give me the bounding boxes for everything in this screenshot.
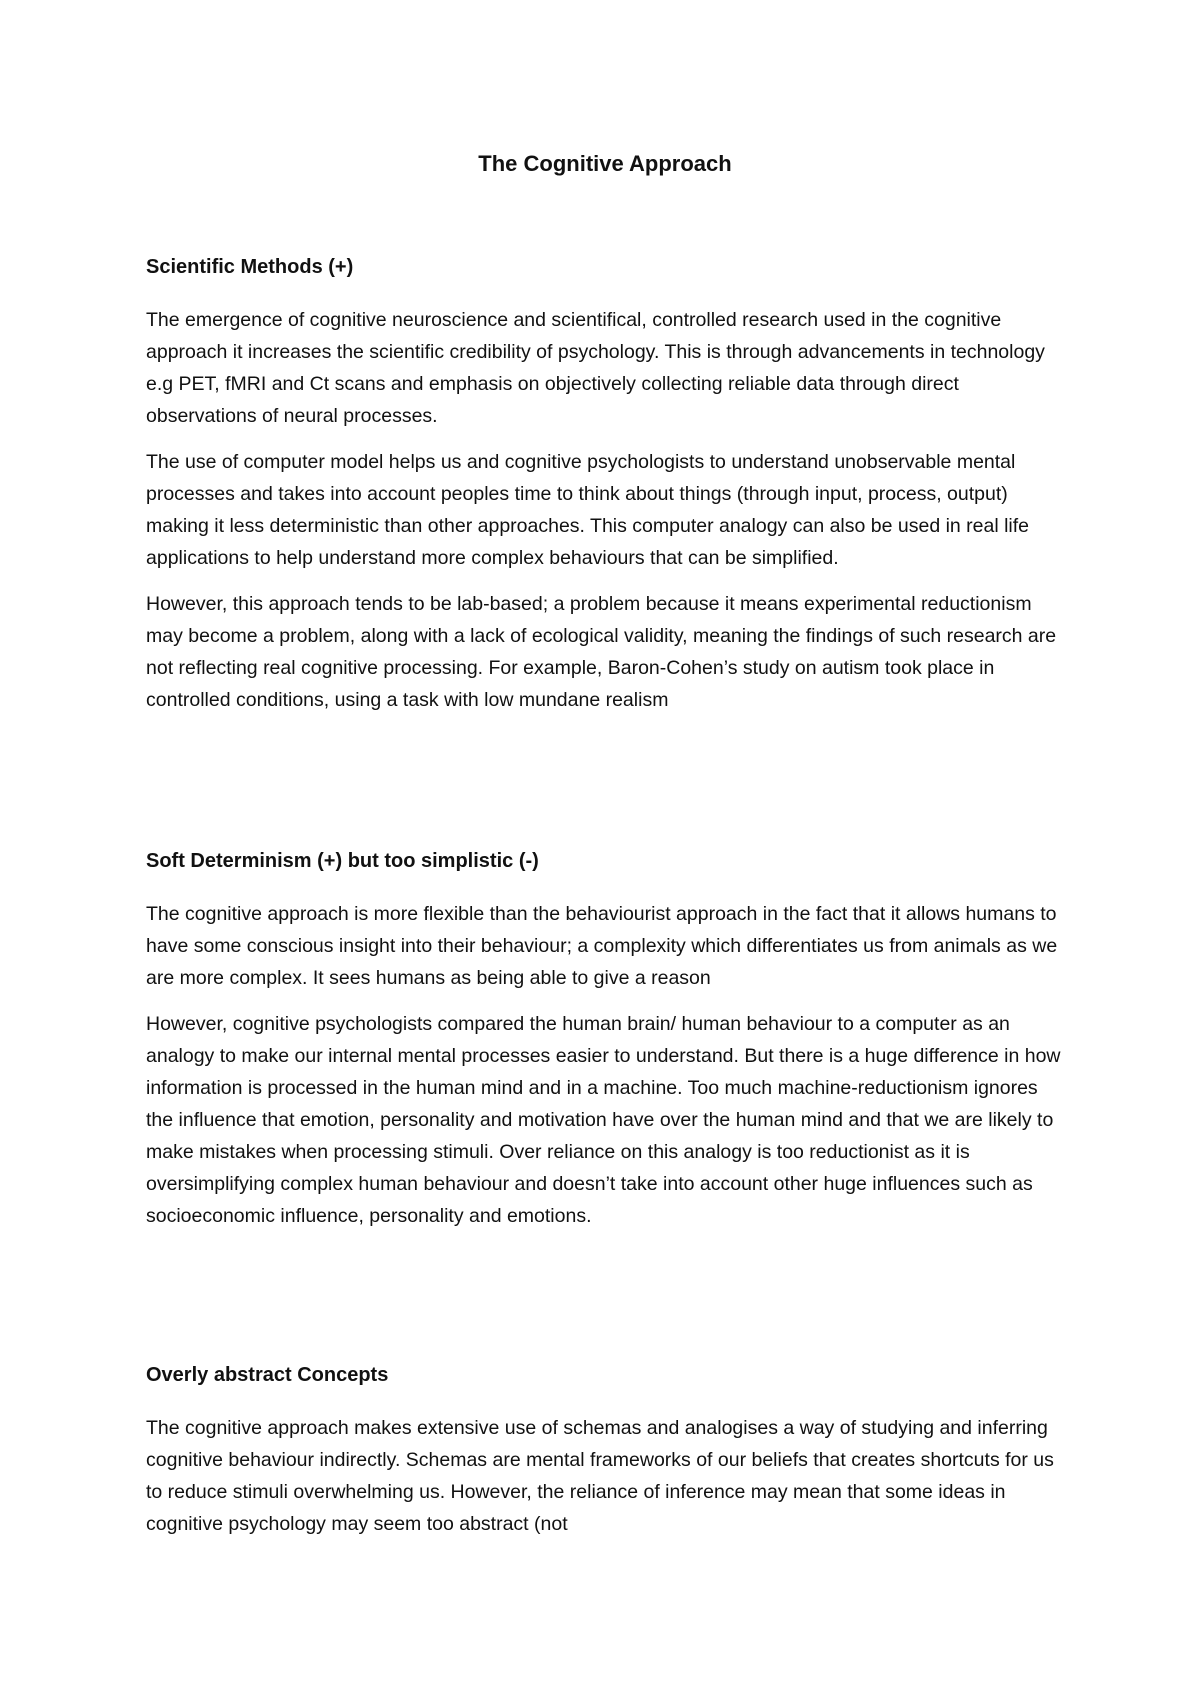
section-heading: Overly abstract Concepts	[146, 1364, 389, 1386]
section-abstract-concepts	[146, 1360, 1064, 1554]
paragraph: The cognitive approach makes extensive use of schemas and analogises a way of studying and inferring cognitive behaviour indirectly. Schemas are mental frameworks of our beliefs that creates shortcuts for us to reduce stimuli overwhelming us. However, the reliance of inference may mean that some ideas in cognitive psychology may seem too abstract (not	[146, 1417, 1054, 1535]
paragraph: The use of computer model helps us and cognitive psychologists to understand unobservable mental processes and takes into account peoples time to think about things (through input, process, output) making it less deterministic than other approaches. This computer analogy can also be used in real life applications to help understand more complex behaviours that can be simplified.	[146, 451, 1030, 569]
section-heading: Scientific Methods (+)	[146, 256, 354, 278]
document-title: The Cognitive Approach	[478, 151, 732, 176]
section-scientific-methods	[146, 252, 1064, 730]
paragraph: However, this approach tends to be lab-based; a problem because it means experimental reductionism may become a problem, along with a lack of ecological validity, meaning the findings of such research are not reflecting real cognitive processing. For example, Baron-Cohen’s study on autism took place in controlled conditions, using a task with low mundane realism	[146, 593, 1057, 711]
paragraph: The emergence of cognitive neuroscience and scientifical, controlled research used in the cognitive approach it increases the scientific credibility of psychology. This is through advancements in technology e.g PET, fMRI and Ct scans and emphasis on objectively collecting reliable data through direct observations of neural processes.	[146, 309, 1045, 427]
section-heading: Soft Determinism (+) but too simplistic (-)	[146, 850, 539, 872]
paragraph: However, cognitive psychologists compared the human brain/ human behaviour to a computer as an analogy to make our internal mental processes easier to understand. But there is a huge difference in how information is processed in the human mind and in a machine. Too much machine-reductionism ignores the influence that emotion, personality and motivation have over the human mind and that we are likely to make mistakes when processing stimuli. Over reliance on this analogy is too reductionist as it is oversimplifying complex human behaviour and doesn’t take into account other huge influences such as socioeconomic influence, personality and emotions.	[146, 1013, 1061, 1227]
paragraph: The cognitive approach is more flexible than the behaviourist approach in the fact that it allows humans to have some conscious insight into their behaviour; a complexity which differentiates us from animals as we are more complex. It sees humans as being able to give a reason	[146, 903, 1058, 989]
section-soft-determinism	[146, 846, 1064, 1246]
